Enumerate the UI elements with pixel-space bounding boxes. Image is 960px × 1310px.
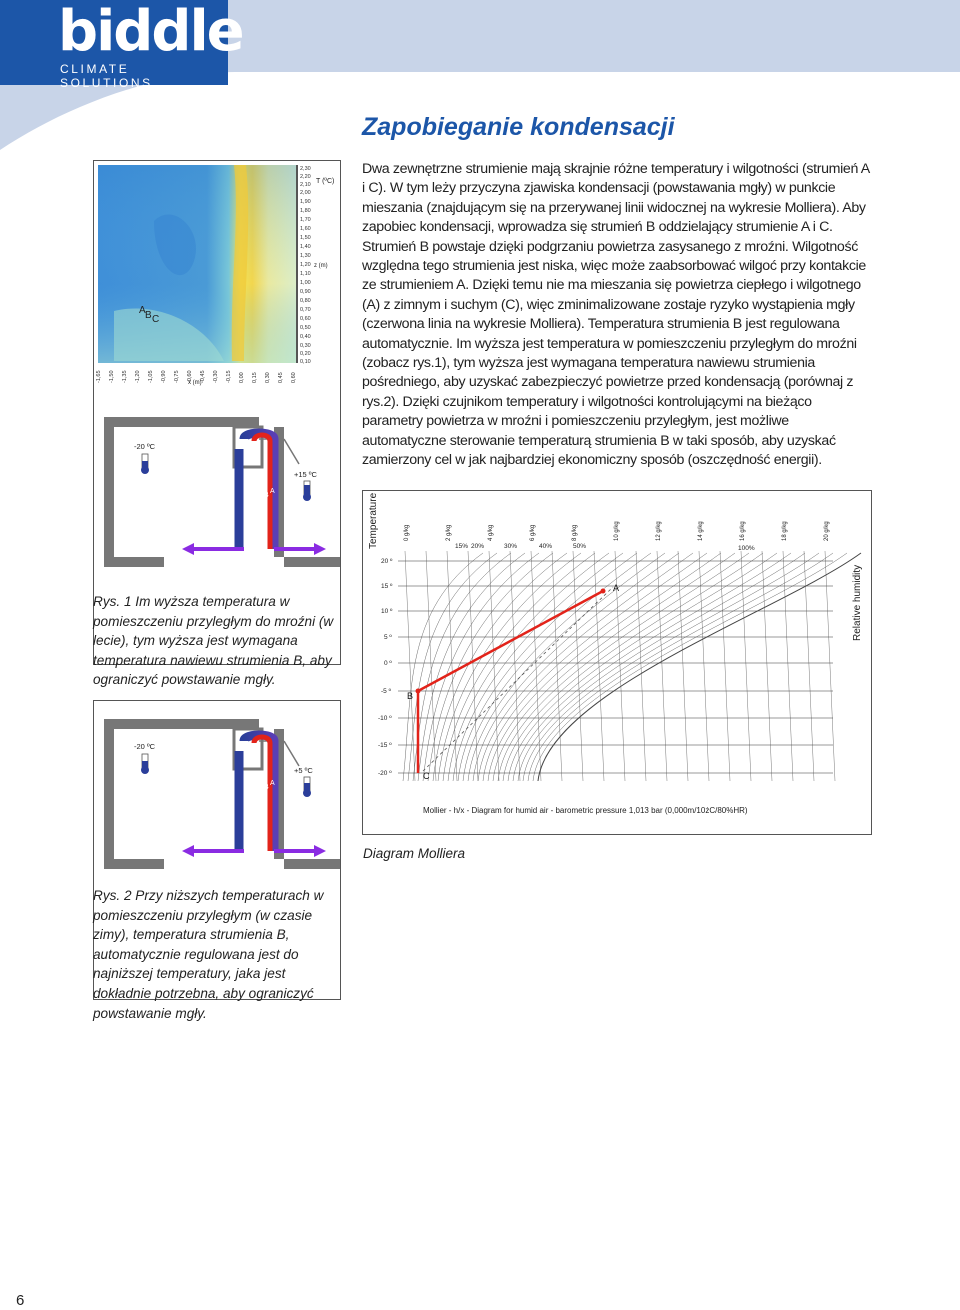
svg-text:100%: 100%: [738, 545, 755, 552]
svg-text:0 g/kg: 0 g/kg: [404, 524, 410, 541]
svg-text:16 g/kg: 16 g/kg: [740, 521, 746, 541]
svg-text:8 g/kg: 8 g/kg: [572, 524, 578, 541]
moisture-line: [636, 551, 646, 781]
stream-label-b: B: [264, 784, 269, 791]
scale-label: 0,80: [300, 298, 311, 304]
x-tick: 0,30: [265, 372, 271, 383]
svg-text:30%: 30%: [504, 543, 518, 550]
x-tick: -0,45: [200, 370, 206, 383]
rh-curve: [533, 553, 847, 781]
x-tick: 0,00: [239, 372, 245, 383]
svg-text:15 º: 15 º: [381, 583, 393, 590]
x-tick: -1,05: [148, 370, 154, 383]
heatmap-label-a: A: [139, 305, 146, 316]
svg-text:6 g/kg: 6 g/kg: [530, 524, 536, 541]
svg-text:-5 º: -5 º: [381, 688, 391, 695]
svg-text:20%: 20%: [471, 543, 485, 550]
intro-paragraph: Dwa zewnętrzne strumienie mają skrajnie różne temperatury i wilgotności (strumień A i C). W tym leży przyczyna zjawiska kondensacji (powstawania mgły) w punkcie mieszania (znajdującym się na przerywanej linii widocznej na wykresie Molliera). Aby zapobiec kondensacji, wprowadza się strumień B oddzielający strumienie A i C. Strumień B powstaje dzięki podgrzaniu powietrza zasysanego z mroźni. Wilgotność względna tego strumienia jest niska, więc może zaabsorbować wilgoć przy kontakcie ze strumieniem A. Dzięki temu nie ma mieszania się powietrza ciepłego i wilgotnego (A) z zimnym i suchym (C), więc zminimalizowane zostaje ryzyko wystąpienia mgły (czerwona linia na wykresie Molliera). Temperatura strumienia B jest regulowana automatycznie. Im wyższa jest temperatura w pomieszczeniu przyległym do mroźni (zobacz rys.1), tym wyższa jest wymagana temperatura nawiewu strumienia pośredniego, aby uzyskać zabezpieczyć powietrze przed kondensacją (porównaj z rys.2). Dzięki czujnikom temperatury i wilgotności kontrolującymi na bieżąco parametry powietrza w mroźni i pomieszczeniu przyległym, jest możliwe automatyczne sterowanie temperaturą strumienia B w taki sposób, aby uzyskać zamierzony cel w jak najbardziej ekonomiczny sposób (oszczędność energii).: [362, 161, 870, 469]
svg-text:5 º: 5 º: [384, 634, 392, 641]
svg-text:20 g/kg: 20 g/kg: [824, 521, 830, 541]
x-axis-label: x (m): [188, 380, 202, 386]
cold-temp-label: -20 ºC: [134, 742, 156, 751]
moisture-line: [447, 551, 457, 781]
x-tick: -0,90: [161, 370, 167, 383]
mixing-line: [423, 587, 613, 771]
scale-label: 0,20: [300, 351, 311, 357]
x-tick: -1,50: [109, 370, 115, 383]
svg-text:10 g/kg: 10 g/kg: [614, 521, 620, 541]
moisture-line: [720, 551, 730, 781]
scale-label: 2,00: [300, 190, 311, 196]
svg-text:-10 º: -10 º: [378, 715, 392, 722]
scale-label: 1,50: [300, 235, 311, 241]
temperature-axis: [378, 558, 393, 777]
scale-label: 1,70: [300, 217, 311, 223]
scale-label: 1,20: [300, 262, 311, 268]
thermometer-icon: [141, 766, 149, 774]
moisture-line: [426, 551, 436, 781]
thermometer-icon: [141, 466, 149, 474]
moisture-lines: [405, 551, 835, 781]
x-tick: -1,65: [96, 370, 102, 383]
rh-curves: [403, 553, 861, 781]
svg-text:18 g/kg: 18 g/kg: [782, 521, 788, 541]
figure-1-caption: Rys. 1 Im wyższa temperatura w pomieszczeniu przyległym do mroźni (w lecie), tym wyższa jest wymagana temperatura nawiewu strumienia B, aby ograniczyć powstawanie mgły.: [93, 594, 334, 688]
figure-1: [93, 160, 341, 665]
x-tick: -0,60: [187, 370, 193, 383]
svg-text:50%: 50%: [573, 543, 587, 550]
rh-curve: [478, 553, 693, 781]
stream-label-b: B: [264, 492, 269, 499]
scale-label: 0,30: [300, 343, 311, 349]
scale-label: 0,40: [300, 334, 311, 340]
x-tick: -0,15: [226, 370, 232, 383]
rh-curve: [473, 553, 679, 781]
mollier-caption: Diagram Molliera: [363, 846, 466, 861]
stream-label-c: C: [258, 788, 264, 795]
logo-wordmark: biddle: [58, 0, 243, 64]
scale-label: 1,40: [300, 244, 311, 250]
temperature-axis-label: Temperature: [368, 492, 379, 549]
z-axis-label: z (m): [314, 263, 328, 269]
moisture-line: [657, 551, 667, 781]
stream-label-a: A: [270, 780, 275, 787]
t-axis-label: T (ºC): [316, 178, 335, 185]
x-tick: -1,20: [135, 370, 141, 383]
point-label-c: C: [423, 771, 430, 781]
heatmap-x-ticks: [96, 370, 297, 386]
page-number: 6: [16, 1292, 25, 1309]
svg-text:-20 º: -20 º: [378, 770, 392, 777]
air-curtain-diagram-1: [104, 417, 340, 567]
scale-label: 1,00: [300, 280, 311, 286]
x-tick: -0,75: [174, 370, 180, 383]
svg-text:15%: 15%: [455, 543, 469, 550]
svg-text:2 g/kg: 2 g/kg: [446, 524, 452, 541]
rh-curve: [483, 553, 707, 781]
moisture-line: [405, 551, 415, 781]
rh-curve: [438, 553, 581, 781]
moisture-line: [594, 551, 604, 781]
mollier-footer: Mollier - h/x - Diagram for humid air - barometric pressure 1,013 bar (0,000m/10żC/80%HR): [423, 806, 748, 815]
rh-curve: [488, 553, 721, 781]
scale-label: 1,80: [300, 208, 311, 214]
logo-tagline: CLIMATE SOLUTIONS: [60, 62, 153, 90]
figure-1-art: [94, 161, 340, 664]
scale-label: 1,30: [300, 253, 311, 259]
mollier-chart: [363, 491, 871, 834]
rh-curve: [453, 553, 623, 781]
warm-temp-label: +15 ºC: [294, 470, 317, 479]
x-tick: 0,60: [291, 372, 297, 383]
rh-curve: [423, 553, 539, 781]
scale-label: 1,60: [300, 226, 311, 232]
point-label-b: B: [407, 691, 414, 701]
rh-labels: [455, 543, 755, 552]
rh-curve: [448, 553, 609, 781]
moisture-line: [678, 551, 688, 781]
page-title: Zapobieganie kondensacji: [362, 113, 675, 141]
heatmap-label-b: B: [145, 310, 152, 321]
scale-label: 0,60: [300, 316, 311, 322]
x-tick: 0,45: [278, 372, 284, 383]
rh-curve: [523, 553, 819, 781]
svg-text:14 g/kg: 14 g/kg: [698, 521, 704, 541]
moisture-line: [825, 551, 835, 781]
moisture-axis: [404, 521, 830, 541]
moisture-line: [552, 551, 562, 781]
svg-text:12 g/kg: 12 g/kg: [656, 521, 662, 541]
heatmap-label-c: C: [152, 314, 160, 325]
svg-text:4 g/kg: 4 g/kg: [488, 524, 494, 541]
svg-text:40%: 40%: [539, 543, 553, 550]
moisture-line: [741, 551, 751, 781]
brand-logo: [58, 0, 243, 90]
heatmap-z-scale: [300, 166, 334, 365]
process-line: [418, 591, 603, 773]
svg-text:10 º: 10 º: [381, 608, 393, 615]
warm-temp-label: +5 ºC: [294, 766, 313, 775]
rh-curve: [408, 553, 497, 781]
scale-label: 2,10: [300, 182, 311, 188]
moisture-line: [489, 551, 499, 781]
scale-label: 2,30: [300, 166, 311, 172]
rh-curve: [528, 553, 833, 781]
scale-label: 0,50: [300, 325, 311, 331]
x-tick: -0,30: [213, 370, 219, 383]
scale-label: 0,90: [300, 289, 311, 295]
scale-label: 0,70: [300, 307, 311, 313]
stream-label-c: C: [258, 496, 264, 503]
scale-label: 1,10: [300, 271, 311, 277]
scale-label: 0,10: [300, 359, 311, 365]
rh-curve: [508, 553, 777, 781]
svg-text:-15 º: -15 º: [378, 742, 392, 749]
moisture-line: [804, 551, 814, 781]
rh-curve: [518, 553, 805, 781]
mollier-diagram: [362, 490, 872, 835]
point-label-a: A: [613, 583, 620, 593]
scale-label: 1,90: [300, 199, 311, 205]
moisture-line: [699, 551, 709, 781]
scale-label: 2,20: [300, 174, 311, 180]
svg-text:0 º: 0 º: [384, 660, 392, 667]
cold-temp-label: -20 ºC: [134, 442, 156, 451]
airflow-heatmap: [98, 165, 298, 363]
air-curtain-diagram-2: [104, 719, 340, 869]
relative-humidity-axis-label: Relative humidity: [852, 564, 863, 641]
figure-2-caption: Rys. 2 Przy niższych temperaturach w pomieszczeniu przyległym (w czasie zimy), temperatura strumienia B, automatycznie regulowana jest do najniższej temperatury, jaka jest dokładnie potrzebna, aby ograniczyć powstawanie mgły.: [93, 888, 324, 1021]
x-tick: 0,15: [252, 372, 258, 383]
svg-text:20 º: 20 º: [381, 558, 393, 565]
x-tick: -1,35: [122, 370, 128, 383]
moisture-line: [783, 551, 793, 781]
stream-label-a: A: [270, 488, 275, 495]
